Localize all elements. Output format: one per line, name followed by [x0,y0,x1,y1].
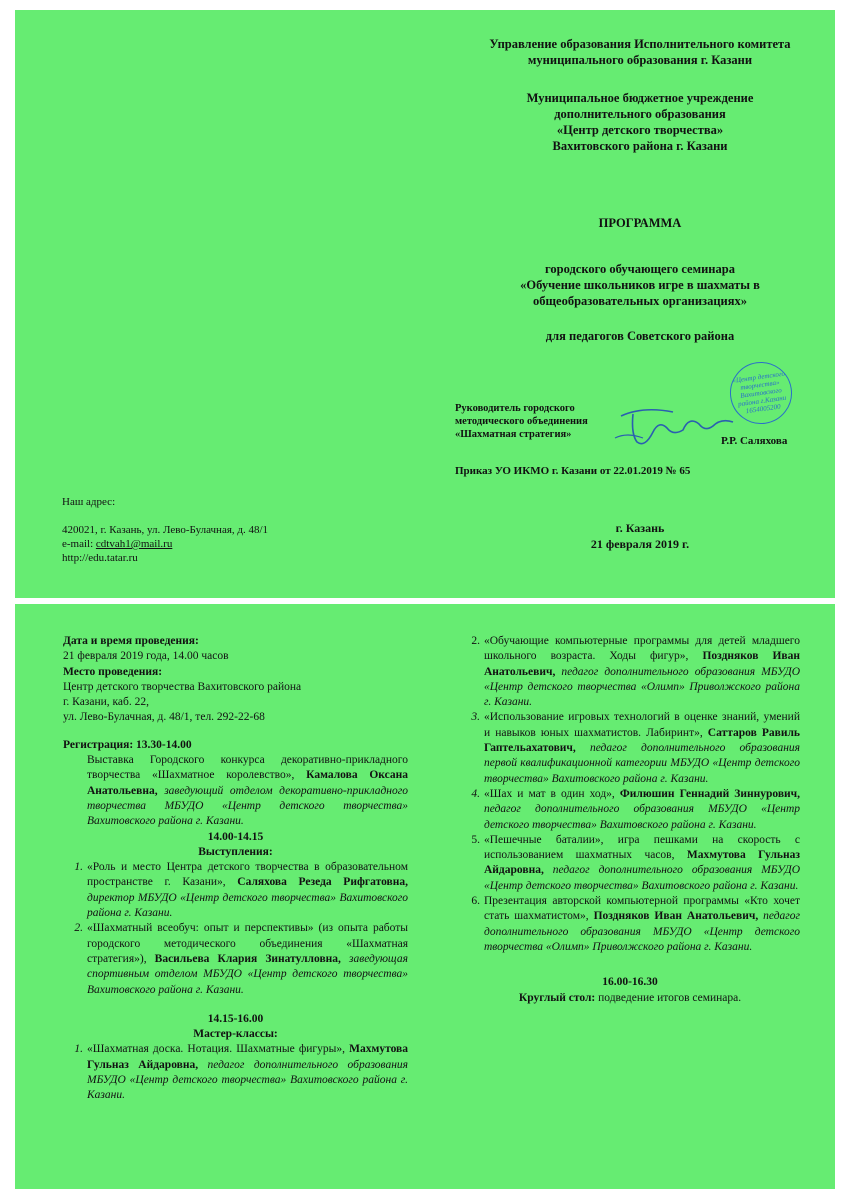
program-right-column: 2. «Обучающие компьютерные программы для детей младшего школьного возраста. Ходы фигур», Поздняков Иван Анатольевич, педагог дополнительного образования МБУДО «Центр детского творчества «Олимп» Приволжского района г. Казани. 3. «Использование игровых технологий в оценке знаний, умений и навыков юных шахматистов. Лабиринт», Саттаров Равиль Гаптельахатович, педагог дополнительного образования первой квалификационной категории МБУДО «Центр детского творчества» Вахитовского района г. Казани. 4. «Шах и мат в один ход», Филюшин Геннадий Зиннурович, педагог дополнительного образования МБУДО «Центр детского творчества» Вахитовского района г. Казани. 5. «Пешечные баталии», игра пешками на скорость с использованием шахматных часов, Махмутова Гульназ Айдаровна, педагог дополнительного образования МБУДО «Центр детского творчества» Вахитовского района г. Казани. 6. Презентация авторской компьютерной программы «Кто хочет стать шахматистом», Поздняков Иван Анатольевич, педагог дополнительного образования МБУДО «Центр детского творчества «Олимп» Приволжского района г. Казани. 16.00-16.30 Круглый стол: подведение итогов семинара. [460,634,800,1006]
exhibition: Выставка Городского конкурса декоративно-прикладного творчества «Шахматное королевство», Камалова Оксана Анатольевна, заведующий отделом декоративно-прикладного творчества МБУДО «Центр детского творчества» Вахитовского района г. Казани. [87,754,409,828]
city-date: г. Казань 21 февраля 2019 г. [590,521,690,551]
site-link[interactable]: http://edu.tatar.ru [62,552,138,564]
talk-item: 1. «Роль и место Центра детского творчества в образовательном пространстве г. Казани», Саляхова Резеда Рифгатовна, директор МБУДО «Центр детского творчества» Вахитовского района г. Казани. [74,861,408,920]
order: Приказ УО ИКМО г. Казани от 22.01.2019 № 65 [455,465,691,477]
program-sheet [15,604,835,1189]
seminar-title: городского обучающего семинара «Обучение школьников игре в шахматы в общеобразовательных организациях» [520,262,760,308]
master-item: 3. «Использование игровых технологий в оценке знаний, умений и навыков юных шахматистов. Лабиринт», Саттаров Равиль Гаптельахатович, педагог дополнительного образования первой квалификационной категории МБУДО «Центр детского творчества» Вахитовского района г. Казани. [471,711,801,785]
stamp: «Центр детского творчества» Вахитовского района г.Казани 1654005200 [726,358,796,428]
talk-item: 2. «Шахматный всеобуч: опыт и перспективы» (из опыта работы городского методического объединения «Шахматная стратегия»), Васильева Клария Зинатулловна, заведующая спортивным отделом МБУДО «Центр детского творчества» Вахитовского района г. Казани. [74,922,408,996]
address-block: Наш адрес: 420021, г. Казань, ул. Лево-Булачная, д. 48/1 e-mail: cdtvah1@mail.ru http://edu.tatar.ru [62,496,269,564]
round-table: Круглый стол: подведение итогов семинара. [518,991,742,1004]
master-item: 6. Презентация авторской компьютерной программы «Кто хочет стать шахматистом», Поздняков Иван Анатольевич, педагог дополнительного образования МБУДО «Центр детского творчества «Олимп» Приволжского района г. Казани. [471,895,801,953]
master-item: 5. «Пешечные баталии», игра пешками на скорость с использованием шахматных часов, Махмутова Гульназ Айдаровна, педагог дополнительного образования МБУДО «Центр детского творчества» Вахитовского района г. Казани. [471,833,801,892]
cover-sheet [15,10,835,598]
master-item: 2. «Обучающие компьютерные программы для детей младшего школьного возраста. Ходы фигур», Поздняков Иван Анатольевич, педагог дополнительного образования МБУДО «Центр детского творчества «Олимп» Приволжского района г. Казани. [471,635,801,709]
program-title: ПРОГРАММА [598,216,682,230]
master-item: 1. «Шахматная доска. Нотация. Шахматные фигуры», Махмутова Гульназ Айдаровна, педагог дополнительного образования МБУДО «Центр детского творчества» Вахитовского района г. Казани. [74,1043,408,1102]
head-name: Р.Р. Саляхова [721,435,788,447]
institution-name: Муниципальное бюджетное учреждение дополнительного образования «Центр детского творчества» Вахитовского района г. Казани [526,91,754,153]
program-left-column: Дата и время проведения: 21 февраля 2019 года, 14.00 часов Место проведения: Центр детского творчества Вахитовского района г. Казани, каб. 22, ул. Лево-Булачная, д. 48/1, тел. 292-22-68 Регистрация: 13.30-14.00 Выставка Городского конкурса декоративно-прикладного творчества «Шахматное королевство», Камалова Оксана Анатольевна, заведующий отделом декоративно-прикладного творчества МБУДО «Центр детского творчества» Вахитовского района г. Казани. 14.00-14.15 Выступления: 1. «Роль и место Центра детского творчества в образовательном пространстве г. Казани», Саляхова Резеда Рифгатовна, директор МБУДО «Центр детского творчества» Вахитовского района г. Казани. 2. «Шахматный всеобуч: опыт и перспективы» (из опыта работы городского методического объединения «Шахматная стратегия»), Васильева Клария Зинатулловна, заведующая спортивным отделом МБУДО «Центр детского творчества» Вахитовского района г. Казани. 14.15-16.00 Мастер-классы: 1. «Шахматная доска. Нотация. Шахматные фигуры», Махмутова Гульназ Айдаровна, педагог дополнительного образования МБУДО «Центр детского творчества» Вахитовского района г. Казани. [63,634,408,1104]
org-header: Управление образования Исполнительного комитета муниципального образования г. Казани [489,37,791,67]
head-position: Руководитель городского методического объединения «Шахматная стратегия» [455,403,588,440]
audience: для педагогов Советского района [545,329,735,343]
email-link[interactable]: cdtvah1@mail.ru [95,538,173,550]
master-item: 4. «Шах и мат в один ход», Филюшин Геннадий Зиннурович, педагог дополнительного образования МБУДО «Центр детского творчества» Вахитовского района г. Казани. [471,787,801,831]
registration: Регистрация: 13.30-14.00 [63,738,192,751]
